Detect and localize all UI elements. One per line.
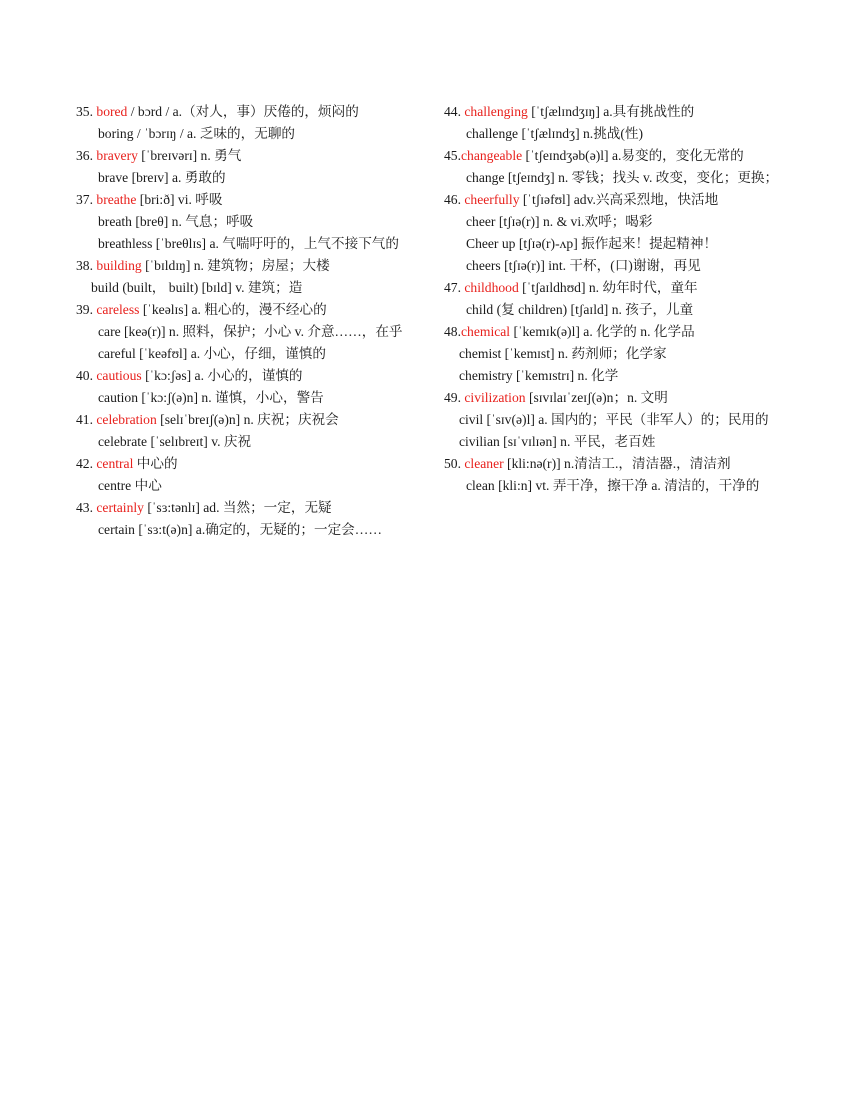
headword: careless <box>96 302 140 317</box>
headword-line <box>444 277 786 299</box>
entry-number: 47. <box>444 280 465 295</box>
headword-line <box>76 255 420 277</box>
headword: cheerfully <box>464 192 520 207</box>
headword-definition: [ˈsɜ:tənlɪ] ad. 当然；一定，无疑 <box>143 500 332 515</box>
headword: bravery <box>96 148 138 163</box>
headword: challenging <box>464 104 528 119</box>
headword-definition: [sɪvɪlaɪˈzeɪʃ(ə)n；n. 文明 <box>525 390 668 405</box>
entry-number: 49. <box>444 390 465 405</box>
related-word-line: chemist [ˈkemɪst] n. 药剂师；化学家 <box>459 346 667 361</box>
related-word-line: cheer [tʃɪə(r)] n. & vi.欢呼；喝彩 <box>466 214 653 229</box>
related-word-line: careful [ˈkeəfʊl] a. 小心，仔细，谨慎的 <box>98 346 326 361</box>
vocab-entry <box>76 409 420 453</box>
related-word-line: build (built， built) [bɪld] v. 建筑；造 <box>91 280 303 295</box>
related-word-line: boring / ˈbɔrɪŋ / a. 乏味的，无聊的 <box>98 126 296 141</box>
headword-line <box>444 453 786 475</box>
headword-line <box>76 453 420 475</box>
related-word-line: child (复 children) [tʃaɪld] n. 孩子，儿童 <box>466 302 694 317</box>
entry-number: 48. <box>444 324 461 339</box>
headword-definition: [ˈkeəlɪs] a. 粗心的，漫不经心的 <box>139 302 327 317</box>
related-word-line: certain [ˈsɜ:t(ə)n] a.确定的，无疑的；一定会…… <box>98 522 382 537</box>
related-word-line: Cheer up [tʃɪə(r)-ʌp] 振作起来！提起精神！ <box>466 236 718 251</box>
entry-number: 41. <box>76 412 97 427</box>
vocab-entry <box>444 145 786 189</box>
related-word-line: clean [kli:n] vt. 弄干净，擦干净 a. 清洁的，干净的 <box>466 478 760 493</box>
entry-number: 40. <box>76 368 97 383</box>
headword-line <box>76 189 420 211</box>
related-word-line: civilian [sɪˈvɪlɪən] n. 平民，老百姓 <box>459 434 656 449</box>
vocab-column-left <box>76 101 420 541</box>
vocab-entry <box>76 365 420 409</box>
headword: cautious <box>96 368 142 383</box>
entry-number: 38. <box>76 258 97 273</box>
entry-number: 39. <box>76 302 97 317</box>
headword-definition: [ˈtʃaɪldhʊd] n. 幼年时代，童年 <box>518 280 698 295</box>
entry-number: 37. <box>76 192 97 207</box>
vocab-column-right <box>444 101 786 497</box>
headword: bored <box>96 104 128 119</box>
vocab-entry <box>444 453 786 497</box>
headword-line <box>76 409 420 431</box>
related-word-line: care [keə(r)] n. 照料，保护；小心 v. 介意……，在乎 <box>98 324 403 339</box>
headword-line <box>76 145 420 167</box>
vocab-entry <box>444 189 786 277</box>
headword-definition: 中心的 <box>133 456 178 471</box>
vocab-entry <box>76 255 420 299</box>
entry-number: 46. <box>444 192 465 207</box>
headword-line <box>444 189 786 211</box>
headword: chemical <box>461 324 511 339</box>
headword-line <box>444 321 786 343</box>
related-word-line: caution [ˈkɔ:ʃ(ə)n] n. 谨慎，小心，警告 <box>98 390 324 405</box>
headword-definition: [ˈkɔ:ʃəs] a. 小心的，谨慎的 <box>141 368 303 383</box>
headword-line <box>444 387 786 409</box>
vocab-entry <box>76 101 420 145</box>
entry-number: 36. <box>76 148 97 163</box>
headword-definition: [ˈtʃælɪndʒɪŋ] a.具有挑战性的 <box>527 104 695 119</box>
headword-definition: [bri:ð] vi. 呼吸 <box>136 192 223 207</box>
related-word-line: breath [breθ] n. 气息；呼吸 <box>98 214 254 229</box>
headword: certainly <box>96 500 144 515</box>
headword: cleaner <box>464 456 504 471</box>
entry-number: 44. <box>444 104 465 119</box>
headword-definition: [selɪˈbreɪʃ(ə)n] n. 庆祝；庆祝会 <box>156 412 339 427</box>
headword-line <box>444 101 786 123</box>
headword: changeable <box>461 148 523 163</box>
related-word-line: breathless [ˈbreθlɪs] a. 气喘吁吁的，上气不接下气的 <box>98 236 399 251</box>
entry-number: 45. <box>444 148 461 163</box>
related-word-line: challenge [ˈtʃælɪndʒ] n.挑战(性) <box>466 126 644 141</box>
entry-number: 50. <box>444 456 465 471</box>
related-word-line: celebrate [ˈselɪbreɪt] v. 庆祝 <box>98 434 252 449</box>
headword-definition: / bɔrd / a.（对人，事）厌倦的，烦闷的 <box>127 104 359 119</box>
headword-definition: [ˈtʃeɪndʒəb(ə)l] a.易变的，变化无常的 <box>522 148 744 163</box>
headword: childhood <box>464 280 519 295</box>
related-word-line: cheers [tʃɪə(r)] int. 干杯，(口)谢谢，再见 <box>466 258 701 273</box>
headword-line <box>76 101 420 123</box>
related-word-line: centre 中心 <box>98 478 162 493</box>
related-word-line: chemistry [ˈkemɪstrɪ] n. 化学 <box>459 368 619 383</box>
headword: breathe <box>96 192 137 207</box>
headword-definition: [kli:nə(r)] n.清洁工.，清洁器.，清洁剂 <box>503 456 731 471</box>
headword-line <box>76 365 420 387</box>
headword-definition: [ˈkemɪk(ə)l] a. 化学的 n. 化学品 <box>510 324 695 339</box>
vocab-entry <box>76 145 420 189</box>
entry-number: 42. <box>76 456 97 471</box>
vocab-entry <box>76 497 420 541</box>
vocab-entry <box>444 321 786 387</box>
headword-definition: [ˈbreɪvərɪ] n. 勇气 <box>137 148 242 163</box>
related-word-line: change [tʃeɪndʒ] n. 零钱；找头 v. 改变，变化；更换； <box>466 170 779 185</box>
related-word-line: civil [ˈsɪv(ə)l] a. 国内的；平民（非军人）的；民用的 <box>459 412 769 427</box>
vocab-entry <box>76 299 420 365</box>
headword-definition: [ˈtʃɪəfʊl] adv.兴高采烈地，快活地 <box>519 192 719 207</box>
vocab-entry <box>76 189 420 255</box>
headword-line <box>76 299 420 321</box>
vocab-entry <box>444 277 786 321</box>
entry-number: 35. <box>76 104 97 119</box>
vocab-entry <box>444 101 786 145</box>
headword: central <box>96 456 134 471</box>
headword-definition: [ˈbɪldɪŋ] n. 建筑物；房屋；大楼 <box>141 258 330 273</box>
headword: building <box>96 258 142 273</box>
related-word-line: brave [breɪv] a. 勇敢的 <box>98 170 226 185</box>
headword-line <box>444 145 786 167</box>
vocab-entry <box>444 387 786 453</box>
headword: civilization <box>464 390 526 405</box>
vocab-entry <box>76 453 420 497</box>
headword-line <box>76 497 420 519</box>
entry-number: 43. <box>76 500 97 515</box>
headword: celebration <box>96 412 157 427</box>
